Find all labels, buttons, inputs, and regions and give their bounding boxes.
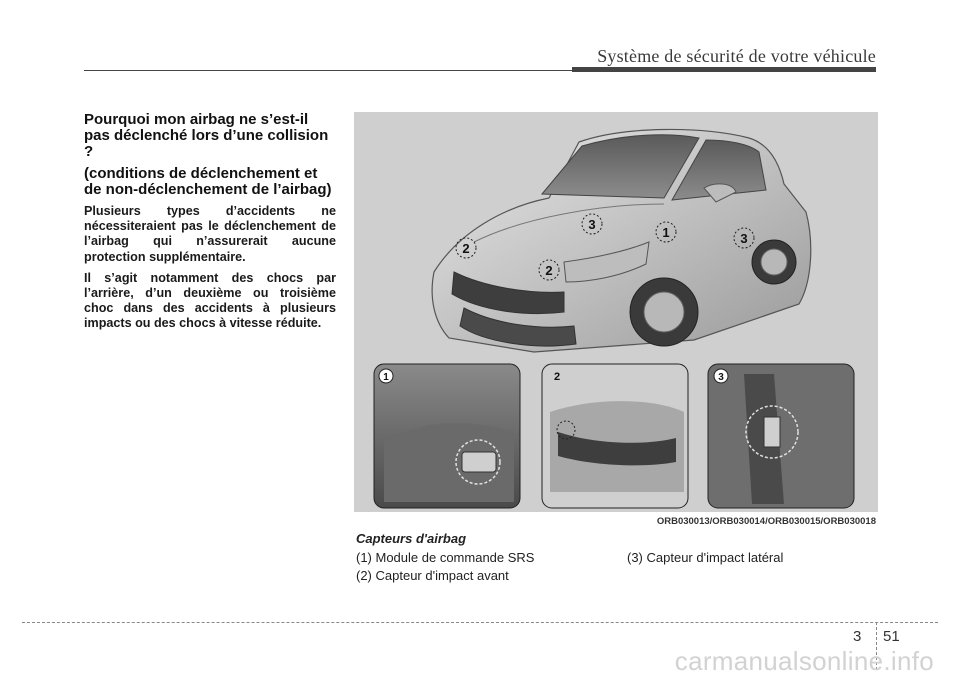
footer-rule: [22, 622, 938, 623]
condition-heading: (conditions de déclenchement et de non-déclenchement de l’airbag): [84, 165, 332, 198]
section-header-title: Système de sécurité de votre véhicule: [597, 46, 876, 66]
question-heading: Pourquoi mon airbag ne s’est-il pas déclenché lors d’une collision ?: [84, 111, 329, 160]
left-column: [84, 112, 336, 338]
detail-panel-2: [542, 364, 688, 508]
watermark-text: carmanualsonline.info: [674, 646, 934, 676]
svg-text:1: 1: [383, 372, 389, 383]
chapter-number: 3: [853, 628, 862, 645]
caption-title: Capteurs d'airbag: [356, 531, 467, 546]
paragraph-2: Il s’agit notamment des chocs par l’arrière, d’un deuxième ou troisième choc dans des accidents à plusieurs impacts ou des chocs à vitesse réduite.: [84, 270, 336, 331]
detail-panel-1: [374, 364, 520, 508]
header-rule-bar: [572, 67, 876, 72]
caption-item-2: (2) Capteur d'impact avant: [356, 568, 509, 583]
caption-item-1: (1) Module de commande SRS: [356, 550, 535, 565]
caption-item-3: (3) Capteur d'impact latéral: [627, 550, 784, 565]
airbag-sensor-figure: [354, 112, 878, 512]
svg-text:3: 3: [588, 217, 596, 232]
svg-text:1: 1: [662, 225, 670, 240]
car-illustration: [354, 112, 878, 512]
figure-code: ORB030013/ORB030014/ORB030015/ORB030018: [656, 516, 876, 527]
svg-text:2: 2: [545, 263, 553, 278]
paragraph-1: Plusieurs types d’accidents ne nécessiteraient pas le déclenchement de l’airbag qui n’assurerait aucune protection supplémentaire.: [84, 204, 336, 264]
page-number: 51: [883, 628, 900, 645]
svg-text:3: 3: [718, 372, 724, 383]
svg-text:2: 2: [554, 371, 561, 383]
svg-text:3: 3: [740, 231, 748, 246]
detail-panel-3: [708, 364, 854, 508]
svg-text:2: 2: [462, 241, 470, 256]
